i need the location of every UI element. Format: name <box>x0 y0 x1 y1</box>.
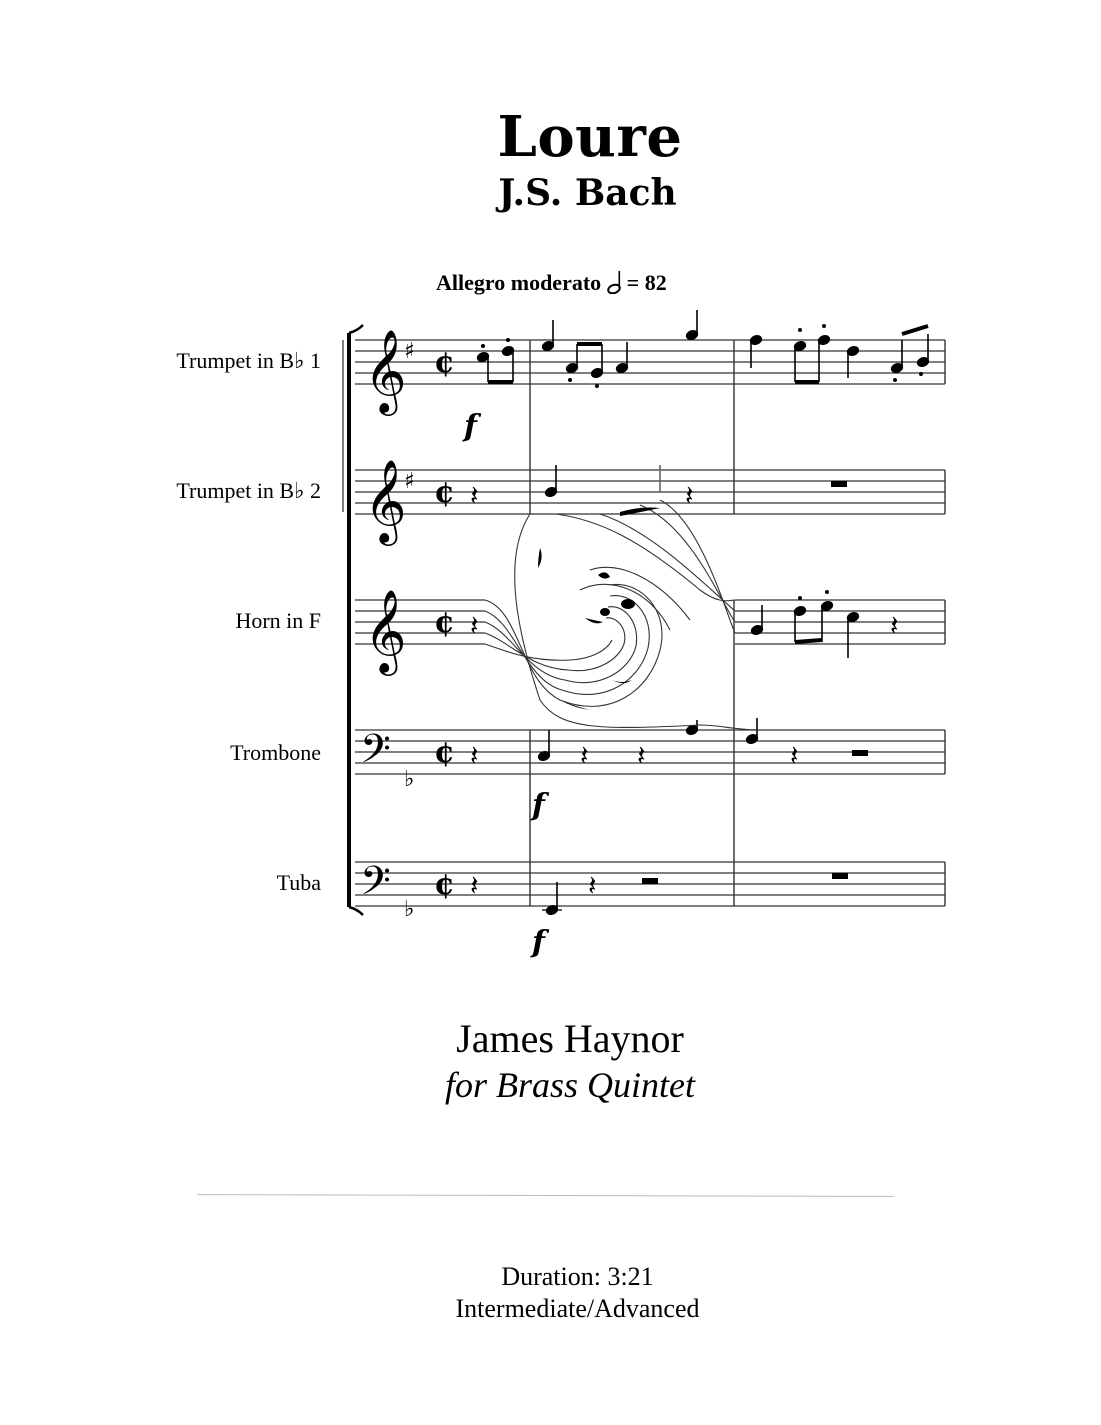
instrument-label-trumpet-1: Trumpet in B♭ 1 <box>176 348 321 373</box>
tempo-text: Allegro moderato <box>436 270 602 295</box>
quarter-rests <box>470 479 899 902</box>
subtitle: for Brass Quintet <box>444 1065 695 1105</box>
treble-clef-icon <box>364 588 407 676</box>
svg-text:𝄢: 𝄢 <box>360 858 391 914</box>
svg-text:𝄽: 𝄽 <box>890 609 899 642</box>
svg-text:𝄽: 𝄽 <box>470 609 479 642</box>
difficulty-level: Intermediate/Advanced <box>455 1294 700 1323</box>
svg-text:𝄽: 𝄽 <box>470 869 479 902</box>
svg-text:𝄽: 𝄽 <box>685 479 694 512</box>
treble-clef-icon <box>364 328 407 416</box>
barlines <box>530 340 945 906</box>
bass-clef-icon <box>360 726 391 782</box>
cut-time-icon: ¢ <box>434 345 455 380</box>
dynamic-trombone: f <box>532 788 545 823</box>
cut-time-icon: ¢ <box>434 605 455 640</box>
svg-text:𝄽: 𝄽 <box>790 739 799 772</box>
flat-icon: ♭ <box>404 897 415 922</box>
instrument-label-tuba: Tuba <box>276 870 321 895</box>
trumpet-1-notes <box>476 310 929 388</box>
sharp-icon: ♯ <box>404 469 415 494</box>
flat-icon: ♭ <box>404 767 415 792</box>
svg-text:𝄽: 𝄽 <box>470 479 479 512</box>
swirl-fragments <box>538 508 660 711</box>
instrument-label-trumpet-2: Trumpet in B♭ 2 <box>176 478 321 503</box>
page-title: Loure <box>497 104 683 170</box>
cut-time-icon: ¢ <box>434 867 455 902</box>
svg-text:𝄽: 𝄽 <box>637 739 646 772</box>
duration-text: Duration: 3:21 <box>501 1262 654 1291</box>
tempo-bpm: = 82 <box>626 270 667 295</box>
svg-text:𝄽: 𝄽 <box>580 739 589 772</box>
svg-text:𝄽: 𝄽 <box>470 739 479 772</box>
instrument-label-trombone: Trombone <box>230 740 321 765</box>
dynamic-tuba: f <box>532 925 545 960</box>
svg-text:𝄽: 𝄽 <box>588 869 597 902</box>
cut-time-icon: ¢ <box>434 475 455 510</box>
instrument-label-horn: Horn in F <box>235 608 321 633</box>
dynamic-trumpet-1: f <box>464 409 477 444</box>
arranger-name: James Haynor <box>456 1016 684 1061</box>
treble-clef-icon <box>364 458 407 546</box>
svg-text:𝄞: 𝄞 <box>364 458 407 542</box>
swirl-distortion <box>485 500 760 730</box>
cut-time-icon: ¢ <box>434 735 455 770</box>
divider <box>197 1194 894 1197</box>
composer-name: J.S. Bach <box>498 172 677 214</box>
svg-text:𝄞: 𝄞 <box>364 328 407 412</box>
bass-clef-icon <box>360 858 391 914</box>
sharp-icon: ♯ <box>404 339 415 364</box>
svg-text:𝄞: 𝄞 <box>364 588 407 672</box>
system-bracket <box>343 325 363 915</box>
svg-text:𝄢: 𝄢 <box>360 726 391 782</box>
